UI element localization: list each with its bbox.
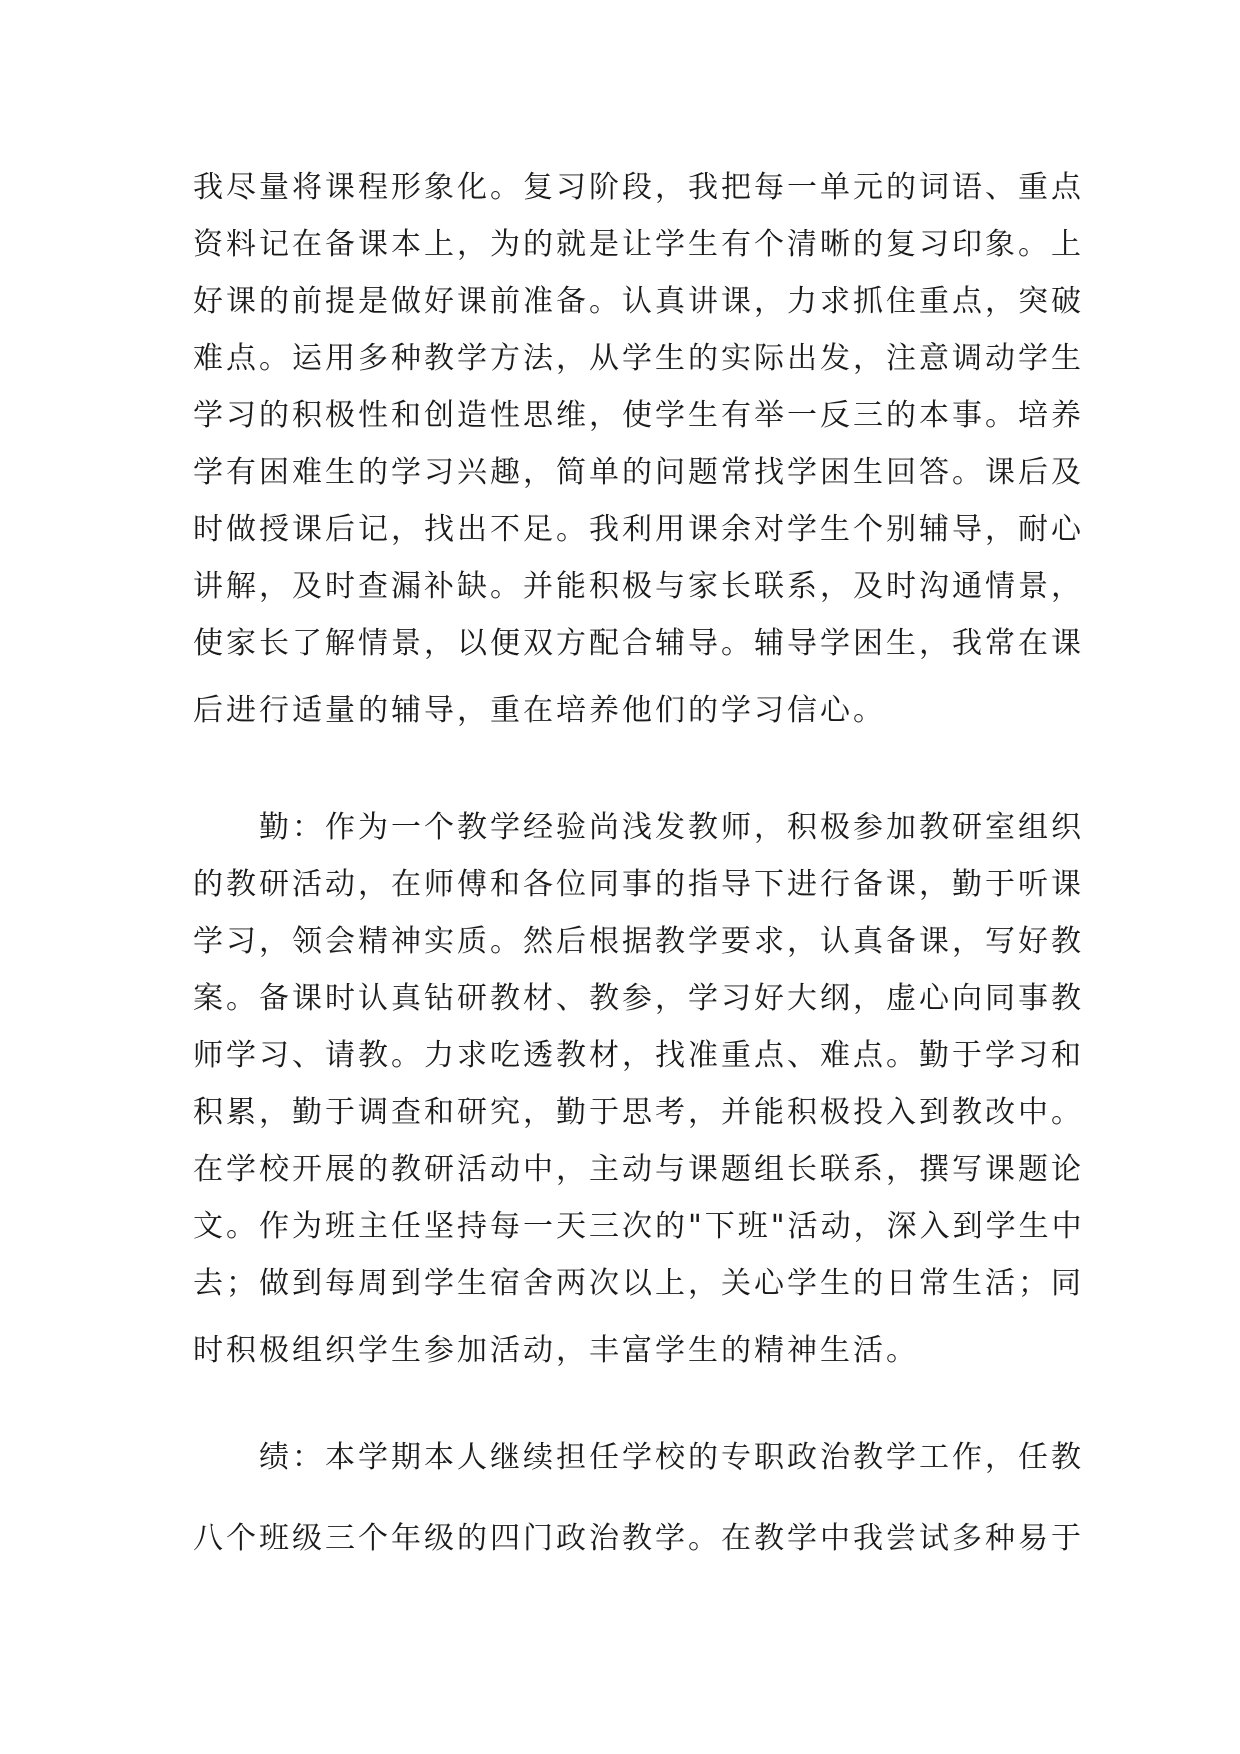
text-line: 去；做到每周到学生宿舍两次以上，关心学生的日常生活；同: [193, 1266, 1084, 1301]
text-line: 绩：本学期本人继续担任学校的专职政治教学工作，任教: [193, 1440, 1084, 1475]
text-line: 好课的前提是做好课前准备。认真讲课，力求抓住重点，突破: [193, 284, 1084, 319]
text-line: 学有困难生的学习兴趣，简单的问题常找学困生回答。课后及: [193, 455, 1084, 490]
text-line: 学习，领会精神实质。然后根据教学要求，认真备课，写好教: [193, 924, 1084, 959]
text-line: 师学习、请教。力求吃透教材，找准重点、难点。勤于学习和: [193, 1038, 1084, 1073]
text-line: 八个班级三个年级的四门政治教学。在教学中我尝试多种易于: [193, 1521, 1084, 1556]
text-line: 时做授课后记，找出不足。我利用课余对学生个别辅导，耐心: [193, 512, 1084, 547]
text-line: 积累，勤于调查和研究，勤于思考，并能积极投入到教改中。: [193, 1095, 1084, 1130]
paragraph-3: [193, 1429, 1084, 1567]
text-line: 学习的积极性和创造性思维，使学生有举一反三的本事。培养: [193, 398, 1084, 433]
text-line: 案。备课时认真钻研教材、教参，学习好大纲，虚心向同事教: [193, 981, 1084, 1016]
text-line: 我尽量将课程形象化。复习阶段，我把每一单元的词语、重点: [193, 170, 1084, 205]
text-line: 讲解，及时查漏补缺。并能积极与家长联系，及时沟通情景，: [193, 569, 1084, 604]
text-line: 文。作为班主任坚持每一天三次的"下班"活动，深入到学生中: [193, 1209, 1085, 1244]
text-line: 勤：作为一个教学经验尚浅发教师，积极参加教研室组织: [193, 810, 1084, 845]
text-line: 使家长了解情景，以便双方配合辅导。辅导学困生，我常在课: [193, 626, 1084, 661]
text-line: 难点。运用多种教学方法，从学生的实际出发，注意调动学生: [193, 341, 1084, 376]
text-line: 的教研活动，在师傅和各位同事的指导下进行备课，勤于听课: [193, 867, 1084, 902]
text-line: 后进行适量的辅导，重在培养他们的学习信心。: [193, 693, 886, 728]
paragraph-1: [193, 159, 1084, 739]
text-line: 在学校开展的教研活动中，主动与课题组长联系，撰写课题论: [193, 1152, 1084, 1187]
text-line: 时积极组织学生参加活动，丰富学生的精神生活。: [193, 1333, 919, 1368]
text-line: 资料记在备课本上，为的就是让学生有个清晰的复习印象。上: [193, 227, 1084, 262]
paragraph-2: [193, 799, 1085, 1379]
